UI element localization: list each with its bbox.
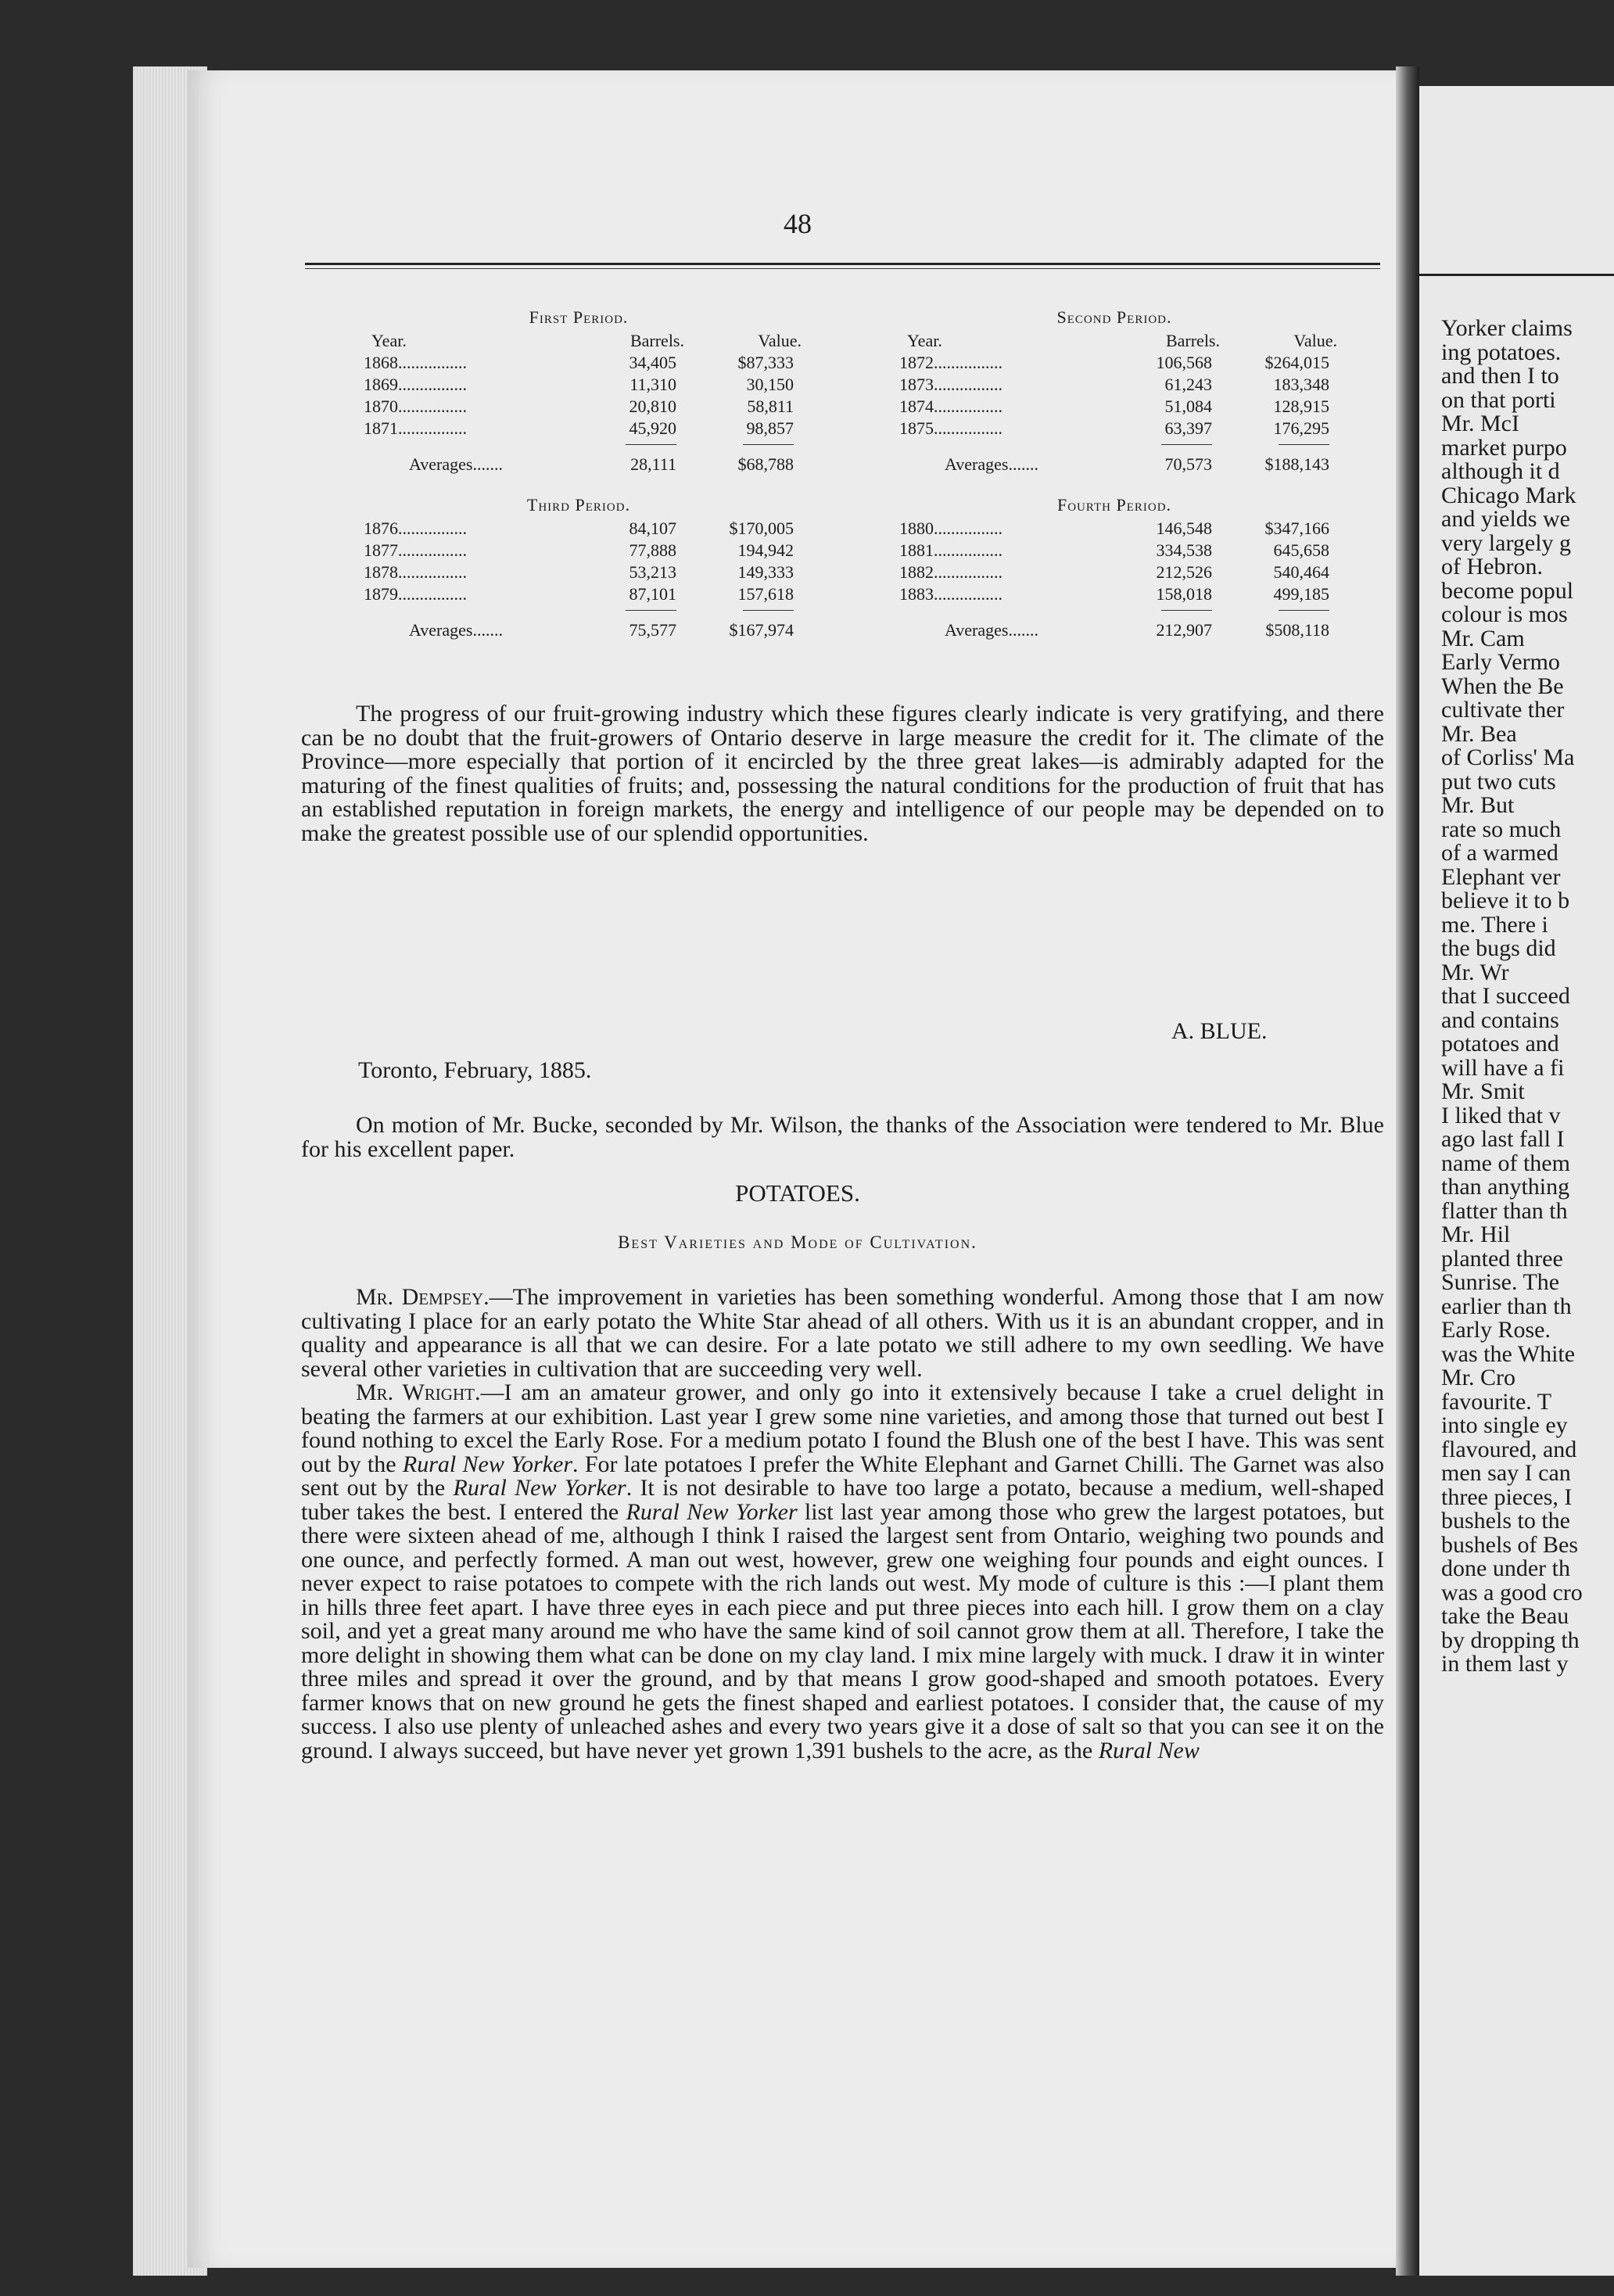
table-averages: Averages....... 70,573 $188,143 (945, 454, 1329, 474)
cell-year: 1876 (364, 518, 398, 538)
adjacent-page-line: I liked that v (1441, 1102, 1561, 1128)
col-value: Value. (758, 331, 802, 350)
adjacent-page-line: of Corliss' Ma (1441, 744, 1575, 770)
adjacent-page-line: Early Rose. (1441, 1317, 1551, 1343)
adjacent-page-line: three pieces, I (1441, 1483, 1573, 1510)
col-barrels: Barrels. (629, 331, 684, 350)
adjacent-page-line: believe it to b (1441, 888, 1570, 913)
adjacent-page-line: and then I to (1441, 363, 1559, 389)
adjacent-page-line: Elephant ver (1441, 863, 1561, 890)
cell-year: 1870 (364, 396, 398, 416)
adjacent-page-line: bushels of Bes (1441, 1531, 1578, 1558)
sum-rule (1161, 444, 1212, 445)
publication-title: Rural New Yorker (402, 1451, 573, 1477)
table-row: 1881................ 334,538 645,658 (899, 540, 1329, 560)
adjacent-page-line: Mr. Cam (1441, 625, 1525, 651)
header-rule-thin (305, 268, 1380, 269)
cell-year: 1882 (899, 562, 934, 582)
table-row: 1883................ 158,018 499,185 (899, 584, 1329, 604)
speech-text: list last year among those who grew the largest potatoes, but there were sixteen ahead of me, although I think I raised the largest sent from Ontario, weighing two pounds and one ounce, and perfectly formed. A man out west, however, grew one weighing four pounds and eight ounces. I never expect to raise potatoes to compete with the rich lands out west. My mode of culture is this :—I plant them in hills three feet apart. I have three eyes in each piece and put three pieces into each hill. I grow them on a clay soil, and yet a great many around me who have the same kind of soil cannot grow them at all. Therefore, I take the more delight in showing them what can be done on my clay land. I mix mine largely with muck. I draw it in winter three miles and spread it over the ground, and by that means I grow good-shaped and smooth potatoes. Every farmer knows that on new ground he gets the finest shaped and earliest potatoes. I consider that, the cause of my success. I also use plenty of unleached ashes and every two years give it a dose of salt so that you can see it on the ground. I always succeed, but have never yet grown 1,391 bushels to the acre, as the (301, 1498, 1384, 1763)
adjacent-page-line: put two cuts (1441, 768, 1556, 795)
cell-barrels: 11,310 (629, 375, 676, 394)
adjacent-page-line: men say I can (1441, 1460, 1571, 1486)
section-subtitle: Best Varieties and Mode of Cultivation. (618, 1232, 977, 1252)
adjacent-page-line: was a good cro (1441, 1579, 1583, 1605)
speech-wright (301, 1381, 1384, 1763)
col-year: Year. (907, 331, 942, 350)
adjacent-page-line: flatter than th (1441, 1197, 1568, 1224)
sum-rule (743, 444, 794, 445)
adjacent-page-line: become popul (1441, 577, 1574, 604)
sum-rule (1279, 610, 1329, 611)
publication-title: Rural New (1098, 1737, 1200, 1763)
adjacent-page-line: done under th (1441, 1555, 1570, 1581)
adjacent-page-line: Mr. Cro (1441, 1365, 1516, 1390)
adjacent-page-line: take the Beau (1441, 1603, 1569, 1629)
adjacent-page-line: by dropping th (1441, 1627, 1580, 1653)
table-row: 1870................ 20,810 58,811 (364, 396, 794, 416)
cell-year: 1880 (899, 518, 934, 538)
col-barrels: Barrels. (1165, 331, 1220, 350)
cell-value: 499,185 (1273, 584, 1329, 604)
table-row: 1877................ 77,888 194,942 (364, 540, 794, 560)
cell-value: 194,942 (737, 540, 794, 560)
cell-value: 176,295 (1273, 418, 1329, 438)
table-title: First Period. (529, 307, 629, 327)
adjacent-page-line: ing potatoes. (1441, 339, 1562, 365)
table-averages: Averages....... 75,577 $167,974 (409, 620, 794, 640)
adjacent-page-line: Mr. Bea (1441, 720, 1517, 747)
cell-year: 1873 (899, 375, 934, 394)
adjacent-page-line: Chicago Mark (1441, 482, 1576, 508)
header-rule (305, 263, 1380, 265)
publication-title: Rural New Yorker (453, 1475, 626, 1501)
avg-barrels: 75,577 (629, 620, 676, 640)
table-row: 1882................ 212,526 540,464 (899, 562, 1329, 582)
col-year: Year. (371, 331, 407, 350)
adjacent-page-line: of a warmed (1441, 840, 1558, 866)
adjacent-page-line: was the White (1441, 1340, 1576, 1367)
adjacent-page-line: cultivate ther (1441, 697, 1565, 723)
table-header (364, 330, 802, 352)
adjacent-page-line: and yields we (1441, 506, 1570, 532)
adjacent-page-line: rate so much (1441, 816, 1562, 842)
adjacent-page-line: Mr. Smit (1441, 1078, 1525, 1104)
adjacent-page-line: than anything (1441, 1174, 1570, 1200)
adjacent-page-line: Mr. Hil (1441, 1222, 1511, 1247)
table-row: 1873................ 61,243 183,348 (899, 375, 1329, 394)
adjacent-page-line: name of them (1441, 1150, 1570, 1176)
cell-barrels: 45,920 (629, 418, 676, 438)
cell-barrels: 51,084 (1164, 396, 1212, 416)
adjacent-page-line: of Hebron. (1441, 554, 1543, 579)
adjacent-page-line: very largely g (1441, 529, 1572, 556)
motion-body (301, 1114, 1384, 1161)
cell-value: 183,348 (1273, 375, 1329, 394)
avg-barrels: 212,907 (1156, 620, 1212, 640)
cell-barrels: 61,243 (1164, 375, 1212, 394)
adjacent-page-line: although it d (1441, 458, 1560, 484)
table-row: 1876................ 84,107 $170,005 (364, 518, 794, 538)
cell-year: 1875 (899, 418, 934, 438)
adjacent-page-line: and contains (1441, 1006, 1559, 1033)
table-title: Third Period. (526, 495, 631, 515)
section-title: POTATOES. (735, 1179, 860, 1207)
speaker-name: Mr. Wright. (356, 1379, 481, 1405)
cell-year: 1881 (899, 540, 934, 560)
adjacent-page-line: bushels to the (1441, 1508, 1570, 1534)
adjacent-page-line: the bugs did (1441, 935, 1556, 961)
speaker-name: Mr. Dempsey. (356, 1284, 490, 1310)
cell-value: 30,150 (746, 375, 794, 394)
table-row: 1875................ 63,397 176,295 (899, 418, 1329, 438)
cell-value: $170,005 (729, 518, 794, 538)
sum-rule (626, 610, 676, 611)
cell-value: $264,015 (1264, 353, 1329, 372)
avg-value: $188,143 (1264, 454, 1329, 474)
adjacent-page-line: Early Vermo (1441, 649, 1560, 675)
table-row: 1878................ 53,213 149,333 (364, 562, 794, 582)
speech-text: —The improvement in varieties has been something wonderful. Among those that I am now cultivating I place for an early potato the White Star ahead of all others. With us it is an abundant cropper, and in quality and appearance is all that we can desire. For a late potato we still adhere to my own seedling. We have several other varieties in cultivation that are succeeding very well. (301, 1284, 1384, 1382)
cell-year: 1869 (364, 375, 398, 394)
avg-barrels: 70,573 (1164, 454, 1212, 474)
adjacent-page-line: that I succeed (1441, 983, 1570, 1009)
adjacent-page-line: ago last fall I (1441, 1126, 1565, 1152)
avg-value: $68,788 (737, 454, 794, 474)
adjacent-page-line: Mr. But (1441, 792, 1515, 818)
table-header (899, 330, 1337, 352)
table-fourth-period (899, 494, 1329, 641)
report-paragraph: The progress of our fruit-growing industry which these figures clearly indicate is very gratifying, and there can be no doubt that the fruit-growers of Ontario deserve in large measure the credit for it. The climate of the Province—more especially that portion of it encircled by the three great lakes—is admirably adapted for the maturing of the finest qualities of fruits; and, possessing the natural conditions for the production of fruit that has an established reputation in foreign markets, the energy and intelligence of our people may be depended on to make the greatest possible use of our splendid opportunities. (301, 701, 1384, 846)
adjacent-page-line: planted three (1441, 1245, 1563, 1272)
adjacent-page-line: into single ey (1441, 1412, 1568, 1438)
table-row: 1872................ 106,568 $264,015 (899, 353, 1329, 372)
adjacent-page-line: Mr. Wr (1441, 959, 1509, 985)
adjacent-page-line: flavoured, and (1441, 1436, 1577, 1462)
page-number: 48 (784, 208, 812, 239)
cell-barrels: 334,538 (1156, 540, 1212, 560)
header-rule (1419, 274, 1614, 276)
adjacent-page-line: Mr. McI (1441, 411, 1519, 436)
adjacent-page-line: favourite. T (1441, 1388, 1552, 1415)
cell-barrels: 158,018 (1156, 584, 1212, 604)
adjacent-page-line: potatoes and (1441, 1031, 1559, 1057)
adjacent-page-line: market purpo (1441, 434, 1567, 461)
table-title: Fourth Period. (1056, 495, 1172, 515)
cell-year: 1879 (364, 584, 398, 604)
table-third-period (364, 494, 794, 641)
cell-barrels: 84,107 (629, 518, 676, 538)
sum-rule (1161, 610, 1212, 611)
adjacent-page-line: will have a fi (1441, 1054, 1565, 1081)
cell-year: 1871 (364, 418, 398, 438)
cell-barrels: 212,526 (1156, 562, 1212, 582)
cell-barrels: 63,397 (1164, 418, 1212, 438)
avg-value: $167,974 (729, 620, 794, 640)
cell-value: 540,464 (1273, 562, 1329, 582)
speech-dempsey (301, 1286, 1384, 1381)
col-value: Value. (1293, 331, 1337, 350)
table-row: 1871................ 45,920 98,857 (364, 418, 794, 438)
cell-year: 1874 (899, 396, 934, 416)
speech-text: . It is not desirable to have too large a potato, because a medium, well-shaped tuber takes the best. I entered the (301, 1475, 1384, 1525)
cell-value: 58,811 (747, 396, 794, 416)
adjacent-page-line: When the Be (1441, 673, 1564, 699)
cell-barrels: 77,888 (629, 540, 676, 560)
motion-paragraph: On motion of Mr. Bucke, seconded by Mr. Wilson, the thanks of the Association were tendered to Mr. Blue for his excellent paper. (301, 1112, 1384, 1162)
signature: A. BLUE. (1171, 1018, 1268, 1044)
cell-year: 1872 (899, 353, 934, 372)
cell-value: 128,915 (1273, 396, 1329, 416)
table-averages: Averages....... 212,907 $508,118 (945, 620, 1329, 640)
adjacent-page-line: in them last y (1441, 1651, 1569, 1677)
adjacent-page-line: earlier than th (1441, 1293, 1572, 1319)
speech-text: —I am an amateur grower, and only go into it extensively because I take a cruel delight in beating the farmers at our exhibition. Last year I grew some nine varieties, and among those that turned out best I found nothing to excel the Early Rose. For a medium potato I found the Blush one of the best I have. This was sent out by the (301, 1379, 1384, 1477)
averages-label: Averages (409, 620, 473, 640)
cell-barrels: 106,568 (1156, 353, 1212, 372)
cell-barrels: 87,101 (629, 584, 676, 604)
table-title: Second Period. (1056, 307, 1172, 327)
table-row: 1879................ 87,101 157,618 (364, 584, 794, 604)
sum-rule (743, 610, 794, 611)
cell-value: 98,857 (746, 418, 794, 438)
cell-value: 157,618 (737, 584, 794, 604)
table-first-period (364, 307, 802, 475)
adjacent-page (1419, 86, 1614, 2276)
table-row: 1869................ 11,310 30,150 (364, 375, 794, 394)
document-page (188, 70, 1408, 2268)
cell-barrels: 146,548 (1156, 518, 1212, 538)
adjacent-page-line: colour is mos (1441, 601, 1568, 627)
sum-rule (626, 444, 676, 445)
avg-value: $508,118 (1265, 620, 1329, 640)
cell-year: 1883 (899, 584, 934, 604)
cell-barrels: 53,213 (629, 562, 676, 582)
averages-label: Averages (945, 454, 1009, 474)
cell-year: 1878 (364, 562, 398, 582)
book-gutter (1396, 66, 1419, 2276)
adjacent-page-line: me. There i (1441, 911, 1548, 938)
averages-label: Averages (945, 620, 1009, 640)
adjacent-page-line: Yorker claims (1441, 315, 1573, 341)
avg-barrels: 28,111 (630, 454, 676, 474)
place-date: Toronto, February, 1885. (358, 1057, 592, 1083)
table-averages: Averages....... 28,111 $68,788 (409, 454, 794, 474)
cell-value: $347,166 (1264, 518, 1329, 538)
cell-barrels: 34,405 (629, 353, 676, 372)
adjacent-page-text (1441, 317, 1583, 1677)
sum-rule (1279, 444, 1329, 445)
report-body (301, 702, 1384, 845)
table-second-period (899, 307, 1337, 475)
cell-value: $87,333 (737, 353, 794, 372)
speeches (301, 1286, 1384, 1763)
cell-value: 645,658 (1273, 540, 1329, 560)
cell-year: 1877 (364, 540, 398, 560)
publication-title: Rural New Yorker (626, 1498, 798, 1525)
averages-label: Averages (409, 454, 473, 474)
cell-value: 149,333 (737, 562, 794, 582)
cell-year: 1868 (364, 353, 398, 372)
cell-barrels: 20,810 (629, 396, 676, 416)
speech-text: . For late potatoes I prefer the White Elephant and Garnet Chilli. The Garnet was also sent out by the (301, 1451, 1384, 1501)
table-row: 1868................ 34,405 $87,333 (364, 353, 794, 372)
table-row: 1874................ 51,084 128,915 (899, 396, 1329, 416)
adjacent-page-line: on that porti (1441, 386, 1556, 413)
table-row: 1880................ 146,548 $347,166 (899, 518, 1329, 538)
adjacent-page-line: Sunrise. The (1441, 1269, 1560, 1295)
